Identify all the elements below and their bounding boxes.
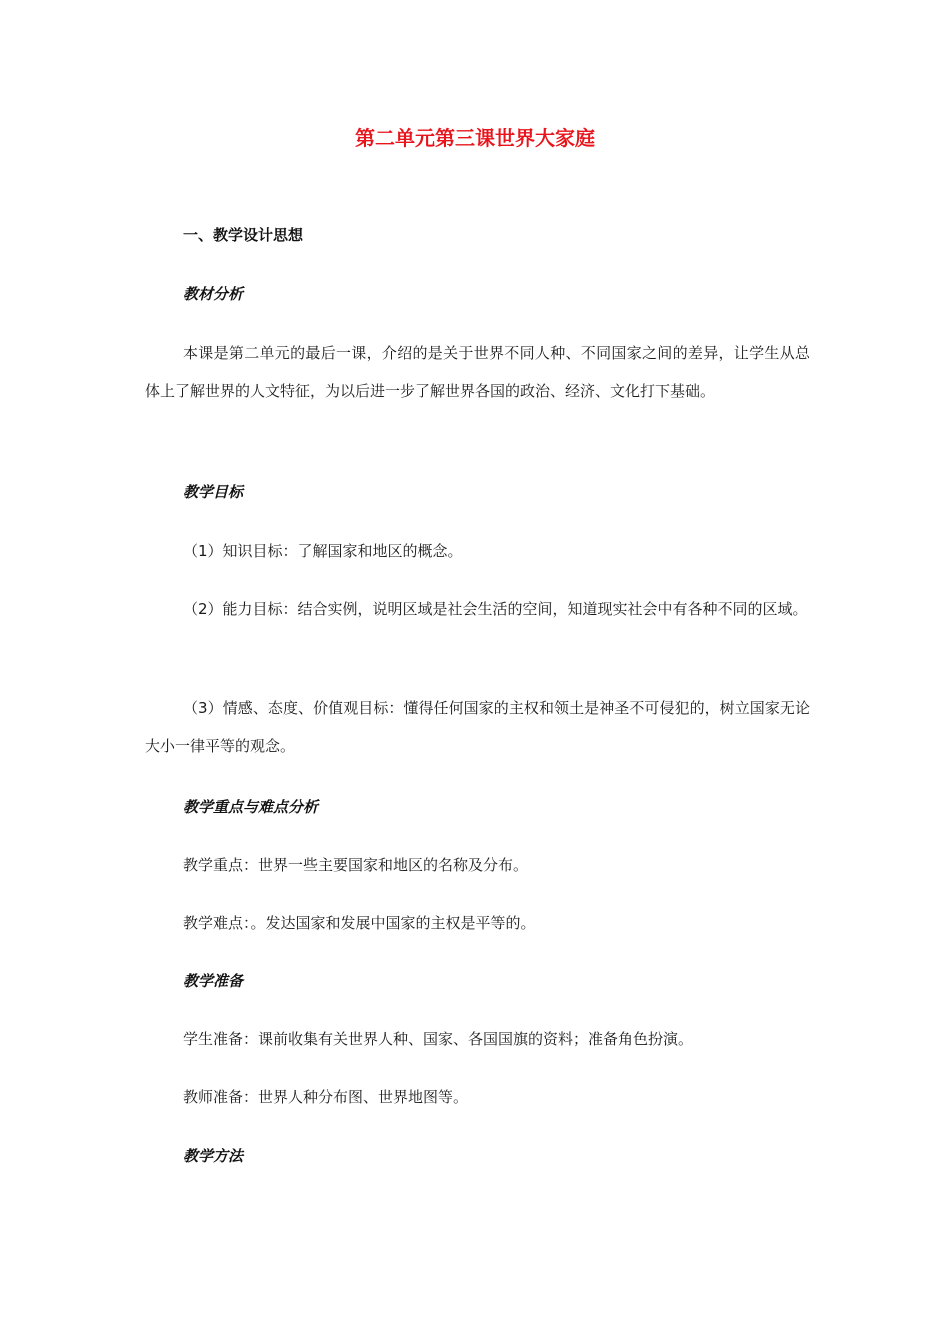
subheading-preparation: 教学准备: [183, 972, 244, 990]
preparation-student: 学生准备：课前收集有关世界人种、国家、各国国旗的资料；准备角色扮演。: [183, 1030, 694, 1048]
section-heading-design: 一、教学设计思想: [183, 226, 304, 244]
subheading-key-points: 教学重点与难点分析: [183, 798, 319, 816]
preparation-teacher: 教师准备：世界人种分布图、世界地图等。: [183, 1088, 469, 1106]
key-point-focus: 教学重点：世界一些主要国家和地区的名称及分布。: [183, 856, 529, 874]
goal-item-emotion: （3）情感、态度、价值观目标：懂得任何国家的主权和领土是神圣不可侵犯的，树立国家无论大小一律平等的观念。: [145, 699, 810, 755]
subheading-methods: 教学方法: [183, 1147, 244, 1165]
goal-item-knowledge: （1）知识目标：了解国家和地区的概念。: [183, 542, 463, 560]
subheading-goals: 教学目标: [183, 483, 244, 501]
key-point-difficulty: 教学难点：。发达国家和发展中国家的主权是平等的。: [183, 914, 536, 932]
goal-item-ability: （2）能力目标：结合实例，说明区域是社会生活的空间，知道现实社会中有各种不同的区域。: [183, 600, 808, 618]
document-title: 第二单元第三课世界大家庭: [355, 126, 595, 150]
subheading-analysis: 教材分析: [183, 285, 244, 303]
paragraph-analysis: 本课是第二单元的最后一课，介绍的是关于世界不同人种、不同国家之间的差异，让学生从总体上了解世界的人文特征，为以后进一步了解世界各国的政治、经济、文化打下基础。: [145, 344, 810, 400]
